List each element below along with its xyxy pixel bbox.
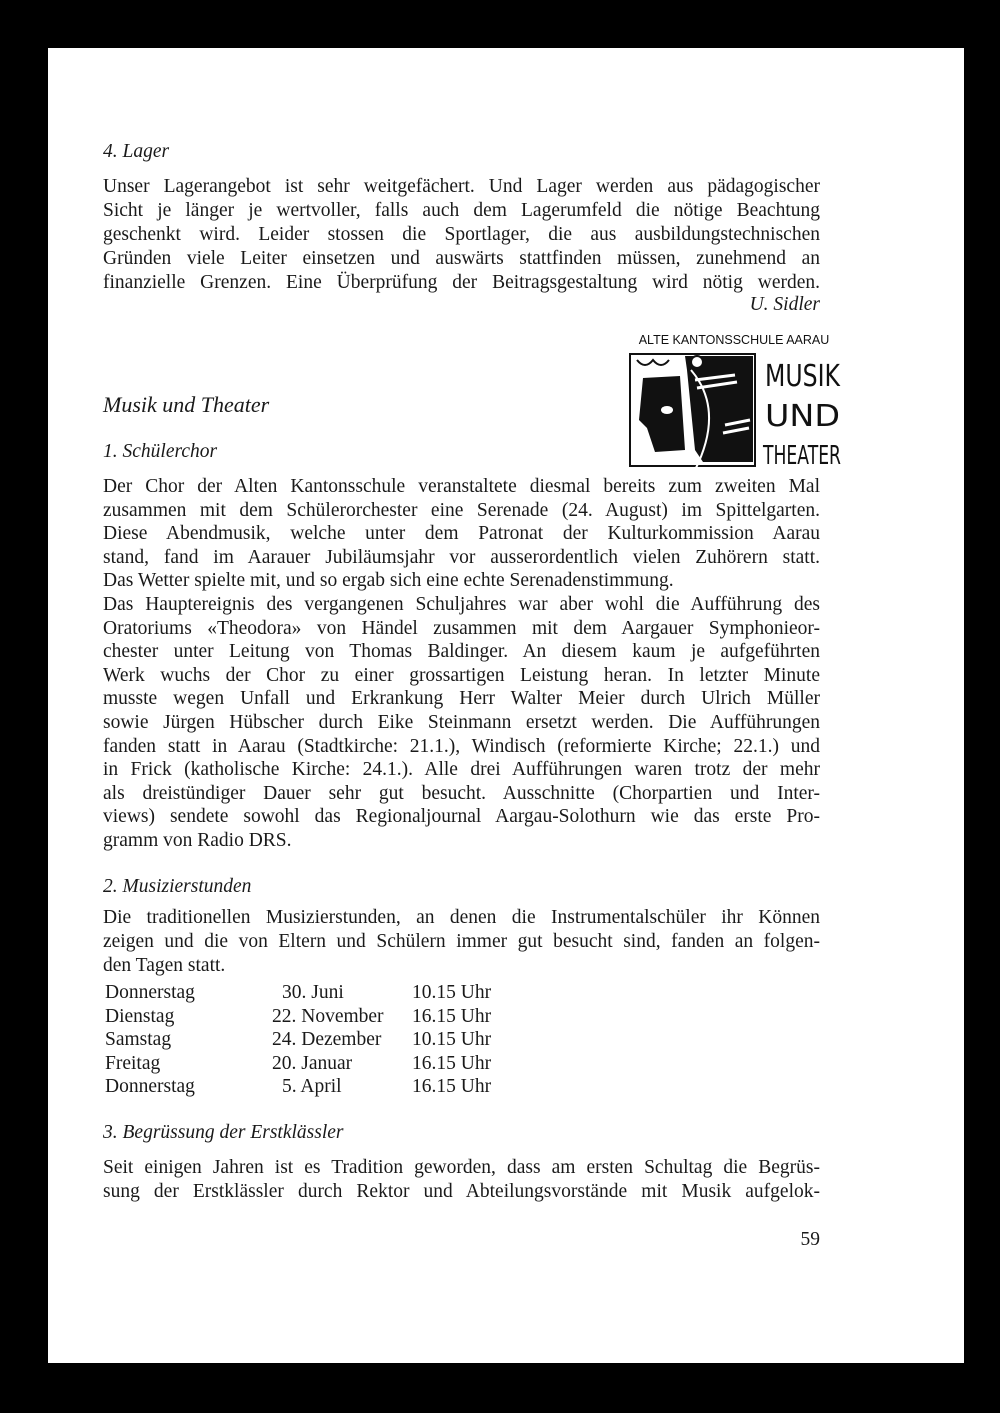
text-line: Der Chor der Alten Kantonsschule veranstaltete diesmal bereits zum zweiten Mal	[103, 476, 820, 497]
heading-begruessung: 3. Begrüssung der Erstklässler	[103, 1122, 344, 1143]
logo-word-musik: MUSIK	[765, 359, 842, 394]
schedule-day: Donnerstag	[105, 1076, 195, 1097]
text-line: in Frick (katholische Kirche: 24.1.). Alle drei Aufführungen waren trotz der mehr	[103, 759, 820, 781]
schedule-date: 22. November	[272, 1005, 384, 1027]
logo-word-theater: THEATER	[762, 441, 841, 471]
text-line: fanden statt in Aarau (Stadtkirche: 21.1.), Windisch (reformierte Kirche; 22.1.) und	[103, 735, 820, 757]
paragraph-musizierstunden	[103, 906, 820, 978]
schedule-date: 30. Juni	[282, 982, 344, 1003]
schedule-day: Donnerstag	[105, 982, 195, 1003]
schedule-time: 16.15 Uhr	[412, 1076, 492, 1097]
text-line: Die traditionellen Musizierstunden, an denen die Instrumentalschüler ihr Können	[103, 907, 820, 928]
text-line: stand, fand im Aarauer Jubiläumsjahr vor ausserordentlich vielen Zuhörern statt.	[103, 546, 820, 568]
text-line: geschenkt wird. Leider stossen die Sportlager, die aus ausbildungstechnischen	[103, 224, 820, 245]
schedule-time: 16.15 Uhr	[412, 1005, 492, 1027]
text-line: sowie Jürgen Hübscher durch Eike Steinmann ersetzt werden. Die Aufführungen	[103, 711, 820, 733]
heading-musizierstunden: 2. Musizierstunden	[103, 876, 252, 897]
section-title: Musik und Theater	[103, 392, 270, 417]
text-line: chester unter Leitung von Thomas Baldinger. An diesem kaum je aufgeführten	[103, 641, 820, 663]
paragraph-begruessung	[103, 1156, 820, 1204]
text-line: zeigen und die von Eltern und Schülern immer gut besucht sind, fanden an folgen-	[103, 931, 820, 952]
text-line: gramm von Radio DRS.	[103, 829, 292, 851]
text-line: Unser Lagerangebot ist sehr weitgefächert. Und Lager werden aus pädagogischer	[103, 176, 820, 197]
schedule-day: Samstag	[105, 1029, 172, 1050]
text-line: musste wegen Unfall und Erkrankung Herr Walter Meier durch Ulrich Müller	[103, 688, 820, 710]
text-line: Sicht je länger je wertvoller, falls auch dem Lagerumfeld die nötige Beachtung	[103, 200, 820, 221]
text-line: den Tagen statt.	[103, 955, 226, 976]
text-line: als dreistündiger Dauer sehr gut besucht. Ausschnitte (Chorpartien und Inter-	[103, 782, 820, 804]
heading-lager: 4. Lager	[103, 141, 170, 162]
author-sidler: U. Sidler	[749, 294, 820, 315]
paragraph-lager	[103, 175, 820, 295]
logo-school-text: ALTE KANTONSSCHULE AARAU	[638, 333, 830, 347]
text-line: sung der Erstklässler durch Rektor und Abteilungsvorstände mit Musik aufgelok-	[103, 1181, 820, 1202]
text-line: Werk wuchs der Chor zu einer grossartigen Leistung heran. In letzter Minute	[103, 664, 820, 686]
text-line: zusammen mit dem Schülerorchester eine Serenade (24. August) im Spittelgarten.	[103, 499, 820, 521]
schedule-date: 20. Januar	[272, 1052, 353, 1074]
page-number: 59	[800, 1229, 820, 1250]
logo-word-und: UND	[765, 399, 840, 434]
text-line: finanzielle Grenzen. Eine Überprüfung der Beitragsgestaltung wird nötig werden.	[103, 272, 820, 293]
schedule-date: 5. April	[282, 1076, 342, 1097]
paragraph-schuelerchor	[103, 475, 820, 853]
heading-schuelerchor: 1. Schülerchor	[103, 441, 218, 462]
schedule-day: Freitag	[105, 1052, 161, 1074]
document-page	[48, 48, 964, 1363]
schedule-time: 16.15 Uhr	[412, 1052, 492, 1074]
text-line: Das Wetter spielte mit, und so ergab sich eine echte Serenadenstimmung.	[103, 570, 674, 592]
text-line: Oratoriums «Theodora» von Händel zusammen mit dem Aargauer Symphonieor-	[103, 617, 820, 639]
text-line: Gründen viele Leiter einsetzen und auswärts stattfinden müssen, zunehmend an	[103, 248, 820, 269]
schedule-time: 10.15 Uhr	[412, 1029, 492, 1050]
schedule-day: Dienstag	[105, 1005, 175, 1027]
schedule-time: 10.15 Uhr	[412, 982, 492, 1003]
text-line: views) sendete sowohl das Regionaljournal Aargau-Solothurn wie das erste Pro-	[103, 806, 820, 828]
text-line: Diese Abendmusik, welche unter dem Patronat der Kulturkommission Aarau	[103, 523, 820, 545]
text-line: Seit einigen Jahren ist es Tradition geworden, dass am ersten Schultag die Begrüs-	[103, 1157, 820, 1178]
schedule-date: 24. Dezember	[272, 1029, 382, 1050]
text-line: Das Hauptereignis des vergangenen Schuljahres war aber wohl die Aufführung des	[103, 593, 820, 615]
